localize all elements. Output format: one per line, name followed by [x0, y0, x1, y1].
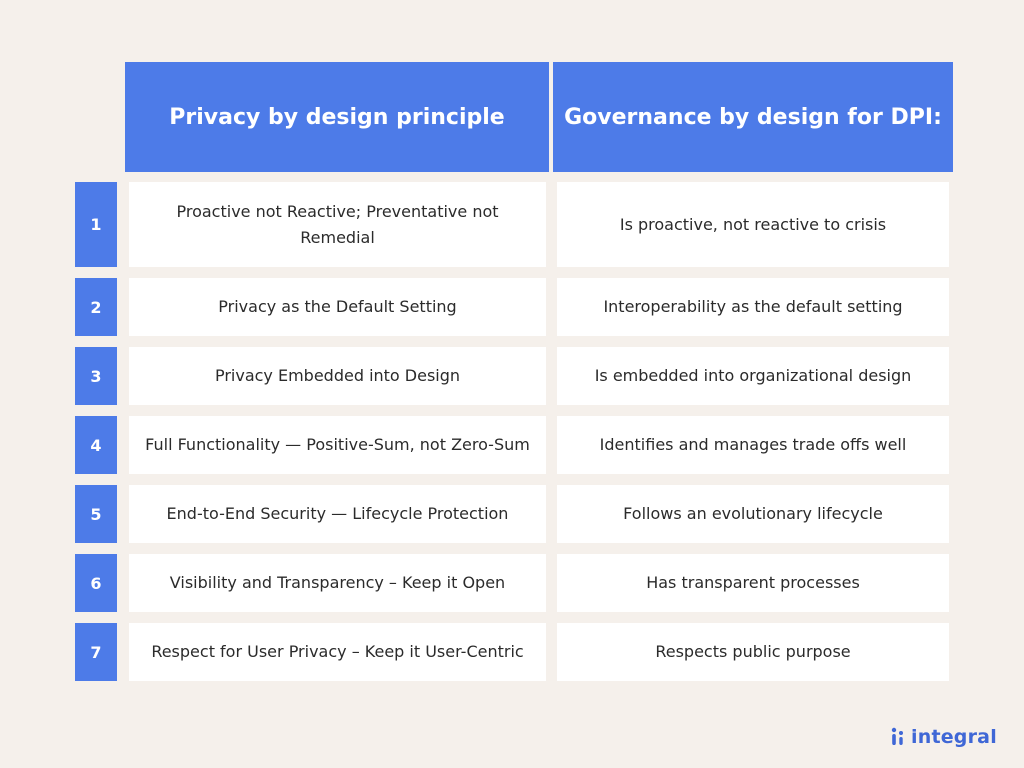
governance-cell: Follows an evolutionary lifecycle — [557, 485, 949, 543]
privacy-principle-cell: End-to-End Security — Lifecycle Protection — [129, 485, 546, 543]
row-number: 4 — [75, 416, 117, 474]
logo-text: integral — [911, 726, 997, 748]
privacy-principle-cell: Visibility and Transparency – Keep it Open — [129, 554, 546, 612]
row-number: 1 — [75, 182, 117, 267]
integral-logo — [891, 726, 997, 748]
table-row — [0, 554, 1024, 612]
governance-cell: Interoperability as the default setting — [557, 278, 949, 336]
table-row — [0, 278, 1024, 336]
header-privacy-principle: Privacy by design principle — [125, 62, 549, 172]
privacy-principle-cell: Privacy as the Default Setting — [129, 278, 546, 336]
governance-cell: Respects public purpose — [557, 623, 949, 681]
governance-cell: Has transparent processes — [557, 554, 949, 612]
governance-cell: Is proactive, not reactive to crisis — [557, 182, 949, 267]
table-row — [0, 347, 1024, 405]
header-governance-design: Governance by design for DPI: — [553, 62, 953, 172]
table-row — [0, 623, 1024, 681]
privacy-principle-cell: Full Functionality — Positive-Sum, not Zero-Sum — [129, 416, 546, 474]
privacy-principle-cell: Privacy Embedded into Design — [129, 347, 546, 405]
row-number: 2 — [75, 278, 117, 336]
table-row — [0, 485, 1024, 543]
table-row — [0, 416, 1024, 474]
privacy-principle-cell: Proactive not Reactive; Preventative not Remedial — [129, 182, 546, 267]
row-number: 6 — [75, 554, 117, 612]
governance-cell: Is embedded into organizational design — [557, 347, 949, 405]
governance-cell: Identifies and manages trade offs well — [557, 416, 949, 474]
privacy-principle-cell: Respect for User Privacy – Keep it User-Centric — [129, 623, 546, 681]
table-row — [0, 182, 1024, 267]
people-icon — [891, 727, 905, 747]
row-number: 7 — [75, 623, 117, 681]
row-number: 3 — [75, 347, 117, 405]
row-number: 5 — [75, 485, 117, 543]
